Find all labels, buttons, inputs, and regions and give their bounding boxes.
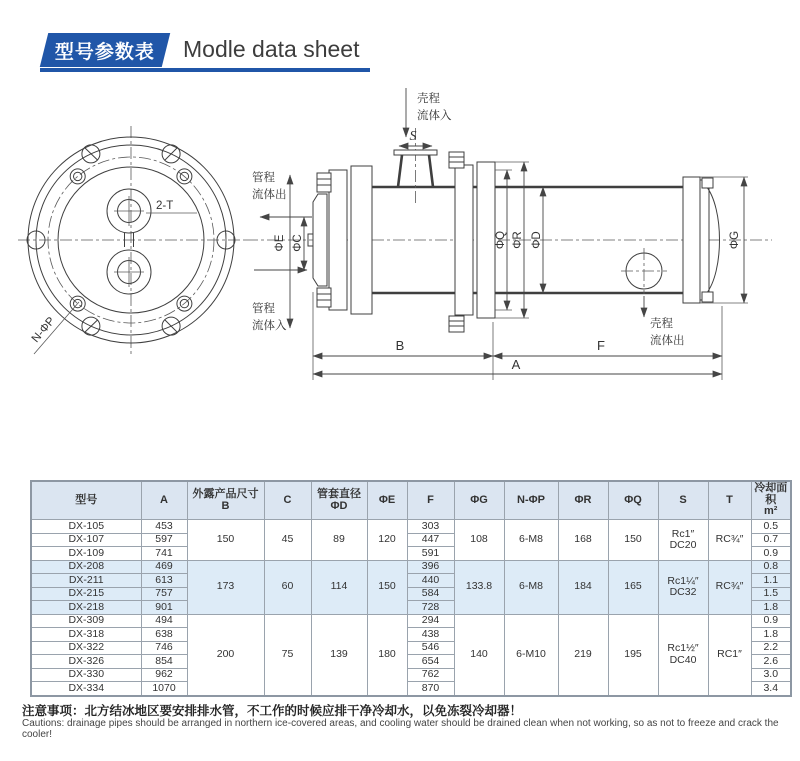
col-d: 管套直径 ΦD [311,481,367,520]
col-np: N-ΦP [504,481,558,520]
cell-e: 150 [367,560,407,614]
caution-note-cn: 注意事项：北方结冰地区要安排排水管，不工作的时候应排干净冷却水，以免冻裂冷却器！ [22,704,523,718]
cell-area: 1.8 [751,628,791,642]
cell-f: 584 [407,587,454,601]
front-view [18,126,246,356]
cell-f: 546 [407,641,454,655]
table-header-row [31,481,791,520]
cell-np: 6-M8 [504,520,558,561]
cell-np: 6-M10 [504,614,558,696]
cell-b: 150 [187,520,264,561]
label-2t: 2-T [156,200,174,212]
cell-s: Rc1¼″ DC32 [658,560,708,614]
cell-area: 0.5 [751,520,791,534]
col-s: S [658,481,708,520]
label-shell-out-2: 流体出 [650,335,685,347]
cell-model: DX-318 [31,628,141,642]
group-2 [31,560,791,614]
cell-f: 294 [407,614,454,628]
cell-model: DX-330 [31,668,141,682]
cell-c: 75 [264,614,311,696]
cell-f: 728 [407,601,454,615]
cell-g: 108 [454,520,504,561]
cell-a: 469 [141,560,187,574]
cell-model: DX-105 [31,520,141,534]
cell-d: 89 [311,520,367,561]
cell-s: Rc1″ DC20 [658,520,708,561]
cell-a: 638 [141,628,187,642]
model-data-table [30,480,792,697]
cell-np: 6-M8 [504,560,558,614]
cell-model: DX-215 [31,587,141,601]
cell-b: 173 [187,560,264,614]
dim-phi-g: ΦG [729,230,741,250]
dim-phi-q: ΦQ [495,230,507,250]
cell-g: 140 [454,614,504,696]
cell-model: DX-309 [31,614,141,628]
cell-a: 494 [141,614,187,628]
label-n-phi-p: N-ΦP [29,315,58,346]
header-underline [40,68,370,72]
cell-a: 597 [141,533,187,547]
cell-model: DX-218 [31,601,141,615]
label-tube-in-2: 流体入 [252,320,287,332]
cell-a: 741 [141,547,187,561]
cell-f: 447 [407,533,454,547]
cell-area: 1.8 [751,601,791,615]
cell-model: DX-334 [31,682,141,696]
side-view [246,88,772,380]
label-shell-out-1: 壳程 [650,318,673,330]
cell-c: 45 [264,520,311,561]
cell-f: 303 [407,520,454,534]
label-tube-in-1: 管程 [252,303,275,315]
cell-a: 453 [141,520,187,534]
col-b: 外露产品尺寸 B [187,481,264,520]
cell-area: 3.0 [751,668,791,682]
cell-r: 219 [558,614,608,696]
cell-a: 962 [141,668,187,682]
cell-area: 1.1 [751,574,791,588]
cell-area: 2.2 [751,641,791,655]
col-area: 冷却面积 m² [751,481,791,520]
cell-model: DX-322 [31,641,141,655]
dim-phi-e: ΦE [274,234,286,252]
page-title-cn: 型号参数表 [54,41,155,63]
cell-f: 654 [407,655,454,669]
label-tube-out-2: 流体出 [252,189,287,201]
label-shell-in-1: 壳程 [417,93,440,105]
cell-q: 150 [608,520,658,561]
cell-a: 854 [141,655,187,669]
cell-d: 114 [311,560,367,614]
cell-a: 746 [141,641,187,655]
cell-area: 0.9 [751,547,791,561]
cell-model: DX-211 [31,574,141,588]
table-row [31,614,791,628]
dim-phi-r: ΦR [512,231,524,249]
col-e: ΦE [367,481,407,520]
cell-area: 0.7 [751,533,791,547]
cell-area: 3.4 [751,682,791,696]
cell-c: 60 [264,560,311,614]
cell-t: RC¾″ [708,520,751,561]
col-t: T [708,481,751,520]
col-f: F [407,481,454,520]
label-shell-in-2: 流体入 [417,110,452,122]
cell-f: 591 [407,547,454,561]
cell-model: DX-109 [31,547,141,561]
cell-model: DX-208 [31,560,141,574]
cell-a: 1070 [141,682,187,696]
cell-a: 613 [141,574,187,588]
cell-t: RC¾″ [708,560,751,614]
cell-t: RC1″ [708,614,751,696]
cell-area: 1.5 [751,587,791,601]
cell-q: 195 [608,614,658,696]
cell-model: DX-326 [31,655,141,669]
table-row [31,520,791,534]
col-q: ΦQ [608,481,658,520]
table-row [31,560,791,574]
dim-f: F [597,338,605,353]
cell-a: 757 [141,587,187,601]
col-r: ΦR [558,481,608,520]
cell-g: 133.8 [454,560,504,614]
cell-model: DX-107 [31,533,141,547]
cell-f: 762 [407,668,454,682]
cell-r: 184 [558,560,608,614]
cell-f: 440 [407,574,454,588]
cell-a: 901 [141,601,187,615]
title-cn-badge [40,33,170,67]
label-tube-out-1: 管程 [252,172,275,184]
cell-area: 0.9 [751,614,791,628]
cell-f: 396 [407,560,454,574]
dim-a: A [511,357,521,372]
cell-d: 139 [311,614,367,696]
group-3 [31,614,791,696]
col-g: ΦG [454,481,504,520]
cell-e: 120 [367,520,407,561]
technical-drawing [0,80,800,410]
cell-f: 438 [407,628,454,642]
dim-phi-d: ΦD [531,231,543,249]
dim-s: S [409,129,417,144]
page-title-en: Modle data sheet [183,36,360,62]
cell-f: 870 [407,682,454,696]
cell-q: 165 [608,560,658,614]
dim-b: B [395,338,405,353]
cell-area: 2.6 [751,655,791,669]
cell-b: 200 [187,614,264,696]
dim-phi-c: ΦC [292,234,304,252]
group-1 [31,520,791,561]
cell-area: 0.8 [751,560,791,574]
col-a: A [141,481,187,520]
cell-s: Rc1½″ DC40 [658,614,708,696]
col-c: C [264,481,311,520]
cell-r: 168 [558,520,608,561]
caution-note-en: Cautions: drainage pipes should be arranged in northern ice-covered areas, and cooling water should be drained clean when not working, so as not to freeze and crack the cooler! [22,718,779,740]
cell-e: 180 [367,614,407,696]
col-model: 型号 [31,481,141,520]
